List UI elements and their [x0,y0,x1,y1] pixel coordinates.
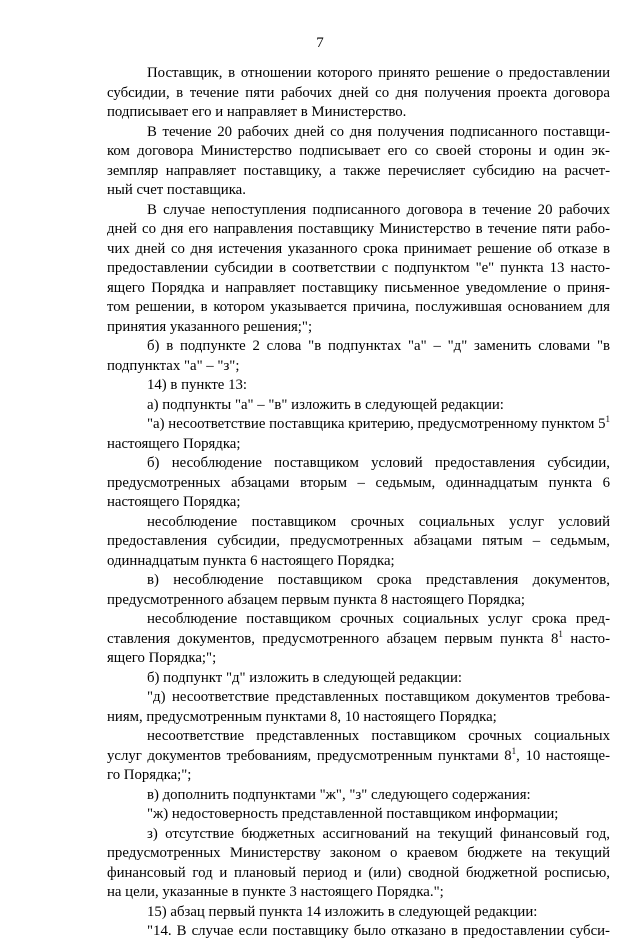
text-line [107,259,610,279]
text-line-content: "ж) недостоверность представленной поставщиком информации; [147,806,559,822]
text-line [107,532,610,552]
text-line [107,493,610,513]
document-body [107,64,610,942]
text-line [107,825,610,845]
text-line-content: предусмотренного абзацем первым пункта 8 настоящего Порядка; [107,591,526,608]
text-line [107,123,610,143]
text-line [107,610,610,630]
text-line-content: го Порядка;"; [107,767,192,783]
text-line [107,142,610,162]
text-line [107,571,610,591]
text-line-content: предусмотренных Министерству законом о краевом бюджете на текущий [107,845,610,861]
text-line-content: ный счет поставщика. [107,182,246,198]
text-line [107,64,610,84]
text-line-content: подписывает его и направляет в Министерство. [107,104,407,120]
text-line-content: чих дней со дня истечения указанного срока принимает решение об отказе в [107,240,610,257]
text-line [107,552,610,572]
text-line-content: в) дополнить подпунктами "ж", "з" следующего содержания: [147,786,531,803]
text-line [107,415,610,435]
text-line [107,513,610,533]
text-line [107,376,610,396]
text-line-content: предусмотренных абзацами вторым – седьмым, одиннадцатым пункта 6 [107,474,610,491]
text-line-content: ставления документов, предусмотренного абзацем первым пункта 8 [107,630,559,647]
text-line [107,435,610,455]
text-line [107,727,610,747]
text-line [107,181,610,201]
text-line [107,318,610,338]
text-line [107,805,610,825]
superscript: 1 [511,745,517,756]
text-line [107,708,610,728]
text-line-content: на цели, указанные в пункте 3 настоящего Порядка."; [107,884,444,900]
text-line [107,298,610,318]
text-line [107,864,610,884]
text-line-content: в) несоблюдение поставщиком срока представления документов, [147,572,610,588]
text-line-content: ящего Порядка и направляет поставщику письменное уведомление о приня- [107,279,610,296]
text-line [107,474,610,494]
text-line [107,162,610,182]
text-line-content: земпляр направляет поставщику, а также перечисляет субсидию на расчет- [107,162,610,179]
text-line-continuation: насто- [562,630,610,647]
text-line-content: том решении, в котором указывается причина, послужившая основанием для [107,299,610,315]
text-line [107,786,610,806]
page-number: 7 [316,35,324,51]
text-line-content: ящего Порядка;"; [107,650,217,666]
text-line [107,357,610,377]
text-line-content: ниям, предусмотренным пунктами 8, 10 настоящего Порядка; [107,708,497,725]
text-line-content: В случае непоступления подписанного договора в течение 20 рабочих [147,201,610,218]
text-line-content: настоящего Порядка; [107,494,241,510]
text-line-content: дней со дня его направления поставщику Министерство в течение пяти рабо- [107,221,610,237]
text-line-content: Поставщик, в отношении которого принято решение о предоставлении [147,65,610,81]
text-line [107,103,610,123]
text-line [107,883,610,903]
text-line-content: предоставлении субсидии в соответствии с подпунктом "е" пункта 13 насто- [107,260,610,276]
text-line-content: з) отсутствие бюджетных ассигнований на текущий финансовый год, [147,825,610,842]
text-line [107,220,610,240]
text-line [107,84,610,104]
text-line [107,844,610,864]
text-line [107,240,610,260]
text-line-content: В течение 20 рабочих дней со дня получения подписанного поставщи- [147,123,610,140]
text-line-content: одиннадцатым пункта 6 настоящего Порядка; [107,552,395,569]
text-line-content: подпунктах "а" – "з"; [107,357,240,374]
text-line-content: несоблюдение поставщиком срочных социальных услуг срока пред- [147,611,610,627]
text-line-content: финансовый год и плановый период и (или) сводной бюджетной росписью, [107,864,610,881]
text-line-content: 14) в пункте 13: [147,377,247,393]
text-line-content: несоответствие представленных поставщиком срочных социальных [147,728,610,744]
text-line-content: 15) абзац первый пункта 14 изложить в следующей редакции: [147,903,538,920]
text-line [107,747,610,767]
text-line [107,201,610,221]
text-line [107,903,610,923]
text-line-content: "д) несоответствие представленных поставщиком документов требова- [147,689,610,705]
text-line-content: принятия указанного решения;"; [107,318,313,335]
superscript: 1 [605,414,610,424]
text-line [107,454,610,474]
text-line [107,396,610,416]
text-line-content: б) в подпункте 2 слова "в подпунктах "а" – "д" заменить словами "в [147,338,610,354]
text-line-content: б) подпункт "д" изложить в следующей редакции: [147,669,463,686]
text-line [107,279,610,299]
text-line-content: несоблюдение поставщиком срочных социальных услуг условий [147,513,610,530]
text-line [107,337,610,357]
text-line [107,688,610,708]
text-line [107,669,610,689]
text-line [107,630,610,650]
text-line-content: ком договора Министерство подписывает его со своей стороны и один эк- [107,143,610,159]
text-line-content: настоящего Порядка; [107,435,241,452]
text-line-content: предоставления субсидии, предусмотренных абзацами пятым – седьмым, [107,533,610,549]
text-line [107,591,610,611]
text-line-content: б) несоблюдение поставщиком условий предоставления субсидии, [147,455,610,471]
text-line-content: "а) несоответствие поставщика критерию, предусмотренному пунктом 5 [147,416,606,432]
text-line-content: субсидии, в течение пяти рабочих дней со дня получения проекта договора [107,84,610,101]
text-line [107,766,610,786]
superscript: 1 [558,628,563,639]
text-line [107,922,610,942]
text-line-content: а) подпункты "а" – "в" изложить в следующей редакции: [147,396,504,413]
text-line-continuation: , 10 настояще- [516,747,611,764]
text-line [107,649,610,669]
text-line-content: "14. В случае если поставщику было отказано в предоставлении субси- [147,923,610,939]
text-line-content: услуг документов требованиям, предусмотренным пунктами 8 [107,747,512,764]
